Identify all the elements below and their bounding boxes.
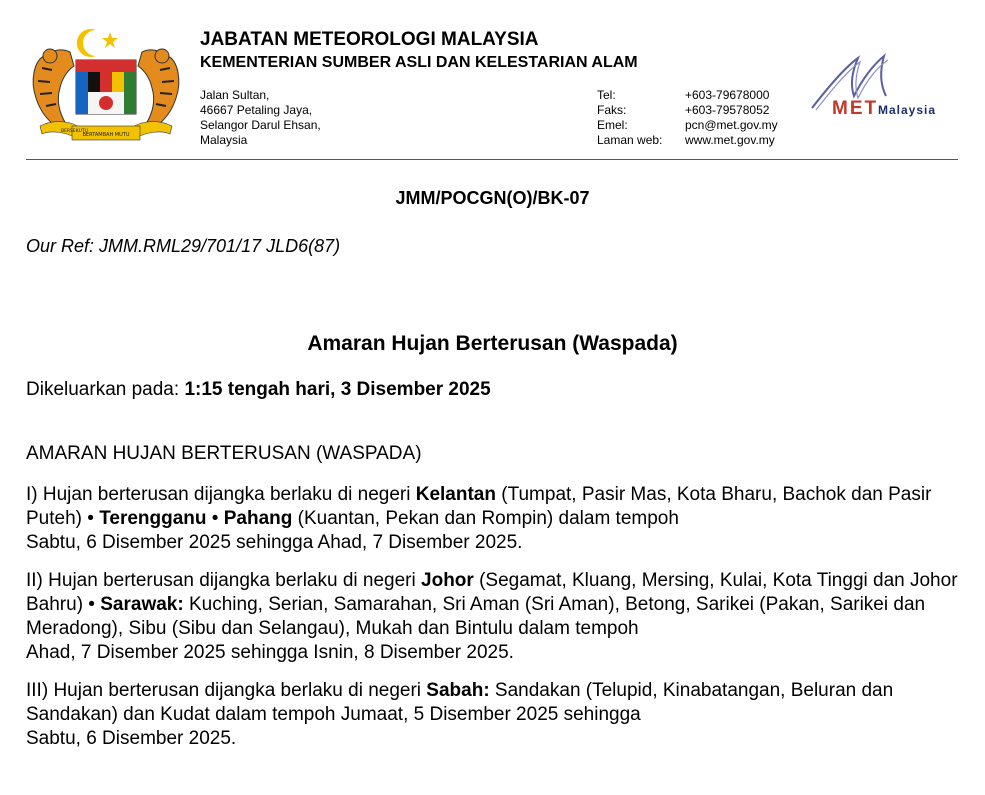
section-text: I) Hujan berterusan dijangka berlaku di negeri bbox=[26, 484, 416, 505]
contact-row-email bbox=[597, 118, 778, 133]
section-text: (Segamat, Kluang, Mersing, Kulai, Kota Tinggi dan Johor Bahru) • bbox=[26, 570, 958, 615]
warning-section-1 bbox=[26, 483, 961, 555]
warning-title: Amaran Hujan Berterusan (Waspada) bbox=[307, 332, 678, 355]
section-period: Ahad, 7 Disember 2025 sehingga Isnin, 8 Disember 2025. bbox=[26, 642, 514, 663]
contact-row-tel bbox=[597, 88, 778, 103]
issued-time: 1:15 tengah hari, 3 Disember 2025 bbox=[184, 379, 491, 400]
address-line: Jalan Sultan, bbox=[200, 88, 270, 102]
state-name: Pahang bbox=[223, 508, 293, 529]
contact-details bbox=[597, 88, 778, 148]
section-text: II) Hujan berterusan dijangka berlaku di negeri bbox=[26, 570, 422, 591]
crest-ribbon-main: BERTAMBAH MUTU bbox=[82, 132, 130, 138]
address-line: Selangor Darul Ehsan, bbox=[200, 118, 321, 132]
contact-value: +603-79578052 bbox=[685, 103, 770, 117]
logo-met-text: MET bbox=[832, 98, 879, 119]
contact-label: Emel: bbox=[597, 118, 628, 132]
malaysia-coat-of-arms-logo bbox=[26, 26, 186, 144]
section-text: Sandakan (Telupid, Kinabatangan, Beluran dan Sandakan) dan Kudat dalam tempoh Jumaat, 5 Disember 2025 sehingga bbox=[26, 680, 894, 725]
document-code: JMM/POCGN(O)/BK-07 bbox=[395, 188, 590, 208]
warning-section-2 bbox=[26, 569, 961, 665]
contact-row-website bbox=[597, 133, 778, 148]
section-text: (Tumpat, Pasir Mas, Kota Bharu, Bachok dan Pasir Puteh) • bbox=[26, 484, 932, 529]
organization-name: JABATAN METEOROLOGI MALAYSIA bbox=[200, 29, 539, 50]
section-period: Sabtu, 6 Disember 2025. bbox=[26, 728, 237, 749]
header-divider bbox=[26, 159, 958, 160]
warning-heading: AMARAN HUJAN BERTERUSAN (WASPADA) bbox=[26, 443, 422, 464]
reference-number: Our Ref: JMM.RML29/701/17 JLD6(87) bbox=[26, 236, 341, 256]
contact-label: Tel: bbox=[597, 88, 616, 102]
section-text: Kuching, Serian, Samarahan, Sri Aman (Sri Aman), Betong, Sarikei (Pakan, Sarikei dan Meradong), Sibu (Sibu dan Selangau), Mukah dan Bintulu dalam tempoh bbox=[26, 594, 926, 639]
contact-label: Faks: bbox=[597, 103, 627, 117]
crest-ribbon-left: BERSEKUTU bbox=[61, 129, 88, 134]
section-text: • bbox=[206, 508, 224, 529]
ministry-name: KEMENTERIAN SUMBER ASLI DAN KELESTARIAN ALAM bbox=[200, 54, 638, 71]
contact-label: Laman web: bbox=[597, 133, 663, 147]
state-name: Kelantan bbox=[415, 484, 496, 505]
postal-address bbox=[200, 88, 321, 148]
section-text: III) Hujan berterusan dijangka berlaku di negeri bbox=[26, 680, 427, 701]
state-name: Sarawak: bbox=[100, 594, 184, 615]
logo-country-text: Malaysia bbox=[878, 103, 937, 117]
section-text: (Kuantan, Pekan dan Rompin) dalam tempoh bbox=[292, 508, 679, 529]
section-period: Sabtu, 6 Disember 2025 sehingga Ahad, 7 Disember 2025. bbox=[26, 532, 523, 553]
contact-value: pcn@met.gov.my bbox=[685, 118, 778, 132]
organization-header bbox=[200, 30, 638, 72]
issued-line bbox=[26, 379, 491, 401]
contact-row-fax bbox=[597, 103, 778, 118]
state-name: Johor bbox=[421, 570, 474, 591]
state-name: Terengganu bbox=[99, 508, 207, 529]
contact-value: www.met.gov.my bbox=[685, 133, 775, 147]
contact-value: +603-79678000 bbox=[685, 88, 770, 102]
state-name: Sabah: bbox=[426, 680, 490, 701]
warning-section-3 bbox=[26, 679, 961, 751]
warning-body bbox=[26, 442, 961, 765]
issued-label: Dikeluarkan pada: bbox=[26, 379, 185, 400]
address-line: Malaysia bbox=[200, 133, 248, 147]
met-malaysia-logo bbox=[806, 50, 956, 125]
address-line: 46667 Petaling Jaya, bbox=[200, 103, 313, 117]
